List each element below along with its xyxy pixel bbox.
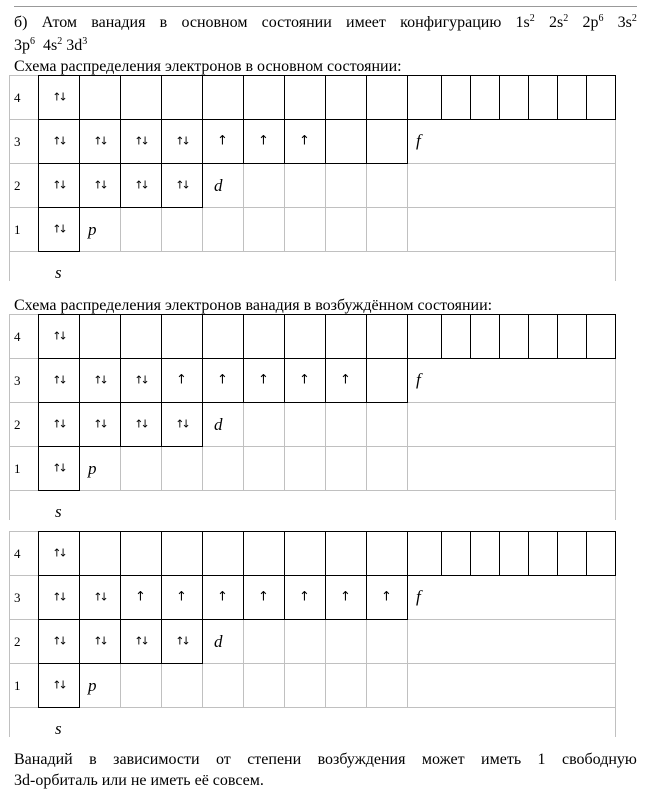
- electron-2s: ↑↓: [52, 634, 65, 648]
- orbital-cell: [470, 314, 500, 359]
- electron-3p: ↑↓: [134, 134, 147, 148]
- orbital-cell: [586, 531, 616, 576]
- orbital-cell: [202, 75, 244, 120]
- orbital-cell: [243, 531, 285, 576]
- level-label-1: 1: [14, 222, 21, 237]
- orbital-cell: [79, 75, 121, 120]
- grid-line-v: [9, 531, 10, 707]
- orbital-cell: [366, 358, 408, 403]
- orbital-cell: [586, 314, 616, 359]
- orbital-cell: [441, 314, 471, 359]
- heading-excited: Схема распределения электронов ванадия в возбуждённом состоянии:: [14, 297, 493, 314]
- config-2s: $2s^2$: [548, 13, 569, 31]
- electron-3p: ↑↓: [134, 373, 147, 387]
- grid-line-v: [9, 314, 10, 490]
- electron-2p: ↑↓: [134, 634, 147, 648]
- orbital-diagram-excited-1: [9, 314, 615, 522]
- grid-line-v: [615, 707, 616, 737]
- electron-3d: ↑: [299, 133, 310, 149]
- orbital-cell: [499, 75, 529, 120]
- level-label-3: 3: [14, 590, 21, 605]
- electron-2s: ↑↓: [52, 178, 65, 192]
- config-1s: $1s^2$: [515, 13, 535, 31]
- level-label-2: 2: [14, 178, 21, 193]
- sublevel-label-d: d: [214, 415, 223, 434]
- electron-3s: ↑↓: [52, 373, 65, 387]
- electron-3d: ↑: [258, 372, 269, 388]
- electron-3d: ↑: [217, 133, 228, 149]
- orbital-cell: [120, 75, 162, 120]
- electron-2p: ↑↓: [134, 178, 147, 192]
- orbital-cell: [528, 75, 558, 120]
- level-label-4: 4: [14, 329, 21, 344]
- level-label-3: 3: [14, 134, 21, 149]
- electron-3d: ↑: [217, 589, 228, 605]
- orbital-cell: [441, 531, 471, 576]
- orbital-cell: [557, 531, 587, 576]
- config-2p: $2p^6$: [582, 13, 604, 31]
- electron-3p: ↑: [135, 589, 146, 605]
- grid-line-v: [615, 251, 616, 281]
- orbital-cell: [407, 531, 442, 576]
- orbital-cell: [366, 314, 408, 359]
- top-rule: [14, 6, 637, 7]
- orbital-cell: [284, 314, 326, 359]
- orbital-cell: [284, 75, 326, 120]
- sublevel-label-s: s: [55, 263, 62, 282]
- orbital-cell: [79, 314, 121, 359]
- orbital-cell: [470, 75, 500, 120]
- grid-line-h: [9, 707, 615, 708]
- orbital-cell: [79, 531, 121, 576]
- orbital-cell: [407, 75, 442, 120]
- item-marker: б): [14, 14, 28, 31]
- orbital-cell: [243, 75, 285, 120]
- grid-line-v: [615, 490, 616, 520]
- grid-line-v: [9, 490, 10, 520]
- electron-3p: ↑↓: [93, 590, 106, 604]
- electron-2p: ↑↓: [93, 634, 106, 648]
- electron-2p: ↑↓: [175, 634, 188, 648]
- level-label-2: 2: [14, 417, 21, 432]
- level-label-1: 1: [14, 678, 21, 693]
- electron-3p: ↑: [176, 372, 187, 388]
- electron-2p: ↑↓: [175, 417, 188, 431]
- level-label-1: 1: [14, 461, 21, 476]
- electron-3p: ↑↓: [93, 134, 106, 148]
- orbital-cell: [557, 314, 587, 359]
- conclusion-line-1: Ванадий в зависимости от степени возбуждения может иметь 1 свободную: [14, 751, 637, 768]
- electron-2p: ↑↓: [175, 178, 188, 192]
- electron-1s: ↑↓: [52, 222, 65, 236]
- orbital-cell: [161, 314, 203, 359]
- header-line-1: б) Атом ванадия в основном состоянии имеет конфигурацию $1s^2$ $2s^2$ $2p^6$ $3s^2$: [14, 13, 637, 31]
- electron-2s: ↑↓: [52, 417, 65, 431]
- orbital-cell: [325, 119, 367, 164]
- orbital-cell: [120, 314, 162, 359]
- orbital-cell: [202, 531, 244, 576]
- electron-4s: ↑↓: [52, 329, 65, 343]
- sublevel-label-p: p: [88, 459, 97, 478]
- electron-1s: ↑↓: [52, 461, 65, 475]
- orbital-cell: [499, 314, 529, 359]
- electron-3d: ↑: [258, 589, 269, 605]
- grid-line-v: [9, 707, 10, 737]
- orbital-cell: [325, 75, 367, 120]
- orbital-cell: [557, 75, 587, 120]
- orbital-cell: [243, 314, 285, 359]
- electron-4s: ↑↓: [52, 546, 65, 560]
- orbital-cell: [528, 314, 558, 359]
- sublevel-label-p: p: [88, 220, 97, 239]
- grid-line-v: [9, 251, 10, 281]
- electron-3d: ↑: [299, 589, 310, 605]
- electron-3p: ↑↓: [175, 134, 188, 148]
- orbital-diagram-ground: [9, 75, 615, 280]
- electron-3d: ↑: [217, 372, 228, 388]
- level-label-4: 4: [14, 546, 21, 561]
- sublevel-label-d: d: [214, 176, 223, 195]
- config-4s: $4s^2$: [43, 36, 63, 54]
- electron-3d: ↑: [258, 133, 269, 149]
- electron-2p: ↑↓: [134, 417, 147, 431]
- orbital-cell: [325, 531, 367, 576]
- electron-3d: ↑: [340, 589, 351, 605]
- config-3p: $3p^6$: [14, 36, 35, 54]
- orbital-cell: [366, 531, 408, 576]
- orbital-cell: [441, 75, 471, 120]
- grid-line-h: [9, 251, 615, 252]
- sublevel-label-f: f: [416, 370, 421, 389]
- sublevel-label-f: f: [416, 587, 421, 606]
- grid-line-h: [9, 490, 615, 491]
- level-label-2: 2: [14, 634, 21, 649]
- sublevel-label-s: s: [55, 502, 62, 521]
- orbital-cell: [586, 75, 616, 120]
- orbital-cell: [120, 531, 162, 576]
- sublevel-label-s: s: [55, 719, 62, 738]
- header-line-2: [14, 37, 87, 54]
- heading-ground: Схема распределения электронов в основном состоянии:: [14, 58, 402, 75]
- electron-4s: ↑↓: [52, 90, 65, 104]
- electron-2p: ↑↓: [93, 178, 106, 192]
- sublevel-label-p: p: [88, 676, 97, 695]
- orbital-cell: [499, 531, 529, 576]
- electron-3d: ↑: [381, 589, 392, 605]
- orbital-cell: [284, 531, 326, 576]
- electron-3d: ↑: [299, 372, 310, 388]
- orbital-cell: [202, 314, 244, 359]
- grid-line-v: [9, 75, 10, 251]
- orbital-cell: [407, 314, 442, 359]
- orbital-cell: [161, 75, 203, 120]
- config-3s: $3s^2$: [617, 13, 637, 31]
- electron-3p: ↑: [176, 589, 187, 605]
- electron-3p: ↑↓: [93, 373, 106, 387]
- level-label-3: 3: [14, 373, 21, 388]
- orbital-cell: [366, 119, 408, 164]
- config-3d: $3d^3$: [66, 36, 88, 54]
- orbital-cell: [528, 531, 558, 576]
- electron-1s: ↑↓: [52, 678, 65, 692]
- orbital-cell: [325, 314, 367, 359]
- orbital-cell: [161, 531, 203, 576]
- orbital-cell: [470, 531, 500, 576]
- orbital-diagram-excited-2: [9, 531, 615, 739]
- electron-3d: ↑: [340, 372, 351, 388]
- electron-3s: ↑↓: [52, 134, 65, 148]
- orbital-cell: [366, 75, 408, 120]
- sublevel-label-d: d: [214, 632, 223, 651]
- conclusion-line-2: 3d-орбиталь или не иметь её совсем.: [14, 772, 264, 789]
- sublevel-label-f: f: [416, 131, 421, 150]
- electron-2p: ↑↓: [93, 417, 106, 431]
- level-label-4: 4: [14, 90, 21, 105]
- electron-3s: ↑↓: [52, 590, 65, 604]
